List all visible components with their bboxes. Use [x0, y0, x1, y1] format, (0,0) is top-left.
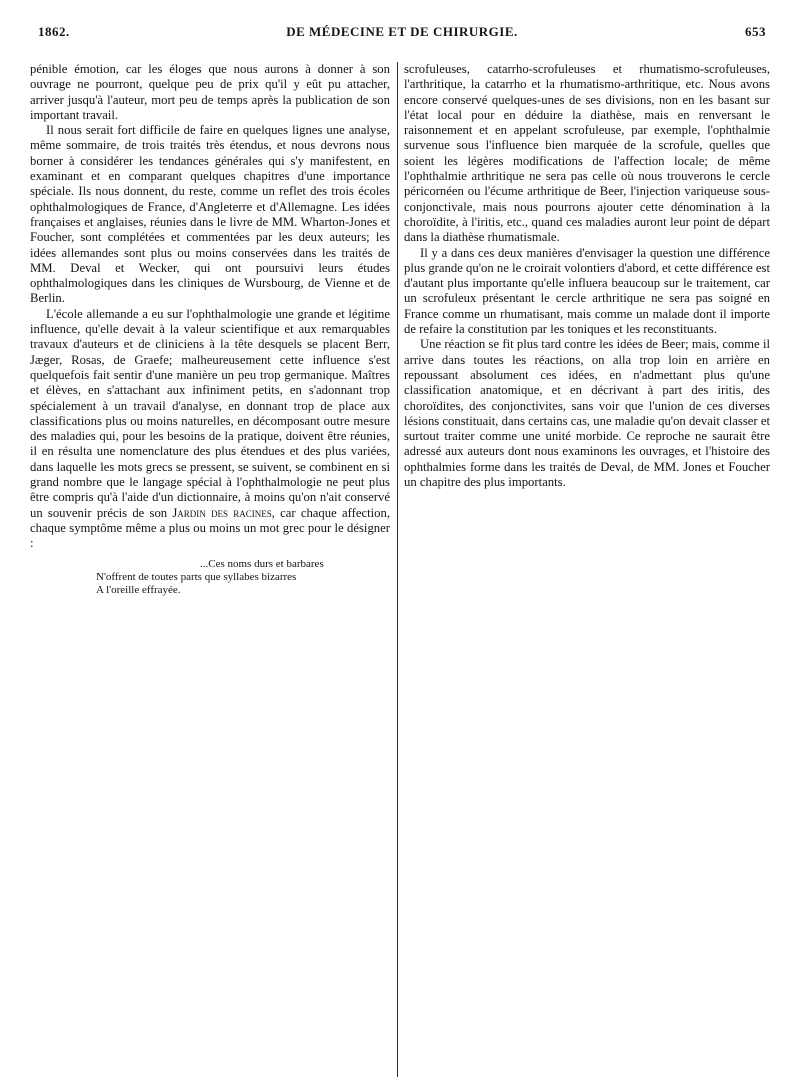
left-column [30, 62, 390, 1077]
running-header [38, 18, 766, 44]
left-paragraph-3 [30, 307, 390, 552]
header-journal-title: DE MÉDECINE ET DE CHIRURGIE. [286, 24, 518, 39]
left-paragraph-3-after: , car chaque affection, chaque symptôme même a plus ou moins un mot grec pour le désigner : [30, 505, 390, 551]
verse-line-3: A l'oreille effrayée. [96, 583, 181, 596]
left-paragraph-2: Il nous serait fort difficile de faire en quelques lignes une analyse, même sommaire, de trois traités très étendus, et nous devrons nous borner à considérer les tendances générales qui s'y manifestent, en examinant et en comparant quelques chapitres d'une importance spéciale. Ils nous donnent, du reste, comme un reflet des trois écoles ophthalmologiques de France, d'Angleterre et d'Allemagne. Les idées françaises et anglaises, réunies dans le livre de MM. Wharton-Jones et Foucher, sont complétées et commentées par les deux auteurs; les idées allemandes sont plus ou moins conservées dans les traités de MM. Deval et Wecker, qui ont poursuivi leurs études ophthalmologiques dans les cliniques de Wursbourg, de Vienne et de Berlin. [30, 123, 390, 306]
column-divider [397, 62, 398, 1077]
left-paragraph-3-before: L'école allemande a eu sur l'ophthalmologie une grande et légitime influence, qu'elle devait à la valeur scientifique et aux remarquables travaux d'auteurs et de cliniciens à la tête desquels se placent Berr, Jæger, Rosas, de Graefe; malheureusement cette influence s'est quelquefois fait sentir d'une manière un peu trop germanique. Maîtres et élèves, en s'attachant aux infiniment petits, en s'adonnant trop spécialement à un travail d'analyse, en donnant trop de place aux classifications plus ou moins naturelles, en décomposant outre mesure des maladies qui, pour les besoins de la pratique, doivent être réunies, il en résulta une nomenclature des plus étendues et des plus variées, dans laquelle les mots grecs se pressent, se suivent, se combinent en si grand nombre que le langage spécial à l'ophthalmologie ne peut plus être compris qu'à l'aide d'un dictionnaire, à moins qu'on n'ait conservé un souvenir précis de son [30, 306, 390, 520]
right-paragraph-3: Une réaction se fit plus tard contre les idées de Beer; mais, comme il arrive dans toutes les réactions, on alla trop loin en arrière en repoussant absolument ces idées, en n'admettant plus qu'une classification anatomique, et en décrivant à part des iritis, des choroïdites, des conjonctivites, sans voir que l'union de ces diverses lésions constituait, dans certains cas, une maladie qu'on devait classer et surtout traiter comme une unité morbide. Ce reproche ne saurait être adressé aux auteurs dont nous examinons les ouvrages, et l'histoire des ophthalmies forme dans les traités de Deval, de MM. Jones et Foucher un chapitre des plus importants. [404, 337, 770, 490]
right-paragraph-1: scrofuleuses, catarrho-scrofuleuses et rhumatismo-scrofuleuses, l'arthritique, la catarrho et la rhumatismo-arthritique, etc. Nous avons encore conservé quelques-unes de ses divisions, non en les basant sur l'état local pour en déduire la diathèse, mais en renversant le raisonnement et en appelant scrofuleuse, par exemple, l'ophthalmie survenue sous l'influence bien marquée de la scrofule, quelles que soient les légères modifications de l'affection locale; de même l'ophthalmie arthritique ne sera pas celle où nous trouverons le cercle péricornéen ou l'écume arthritique de Beer, l'injection variqueuse sous-conjonctivale, mais nous pourrons ajouter cette dénomination à la choroïdite, à l'iritis, etc., quand ces maladies auront leur point de départ dans la diathèse rhumatismale. [404, 62, 770, 245]
header-page-number: 653 [745, 24, 766, 39]
right-paragraph-2: Il y a dans ces deux manières d'envisager la question une différence plus grande qu'on ne le croirait volontiers d'abord, et cette différence est d'autant plus importante qu'elle influera beaucoup sur le traitement, car un scrofuleux présentant le cercle arthritique ne sera pas soigné en France comme un rhumatisant, mais comme un malade dont il importe de refaire la constitution par les toniques et les reconstituants. [404, 245, 770, 337]
right-column [404, 62, 770, 1077]
verse-quotation [96, 558, 390, 597]
book-title-jardin-des-racines: Jardin des racines [172, 505, 272, 520]
header-year: 1862. [38, 24, 70, 39]
left-paragraph-1: pénible émotion, car les éloges que nous aurons à donner à son ouvrage ne pourront, quelque peu de prix qu'il y eût pu attacher, arriver jusqu'à l'auteur, mort peu de temps après la publication de son important travail. [30, 62, 390, 122]
verse-line-1: ...Ces noms durs et barbares [200, 557, 324, 570]
verse-line-2: N'offrent de toutes parts que syllabes bizarres [96, 570, 297, 583]
